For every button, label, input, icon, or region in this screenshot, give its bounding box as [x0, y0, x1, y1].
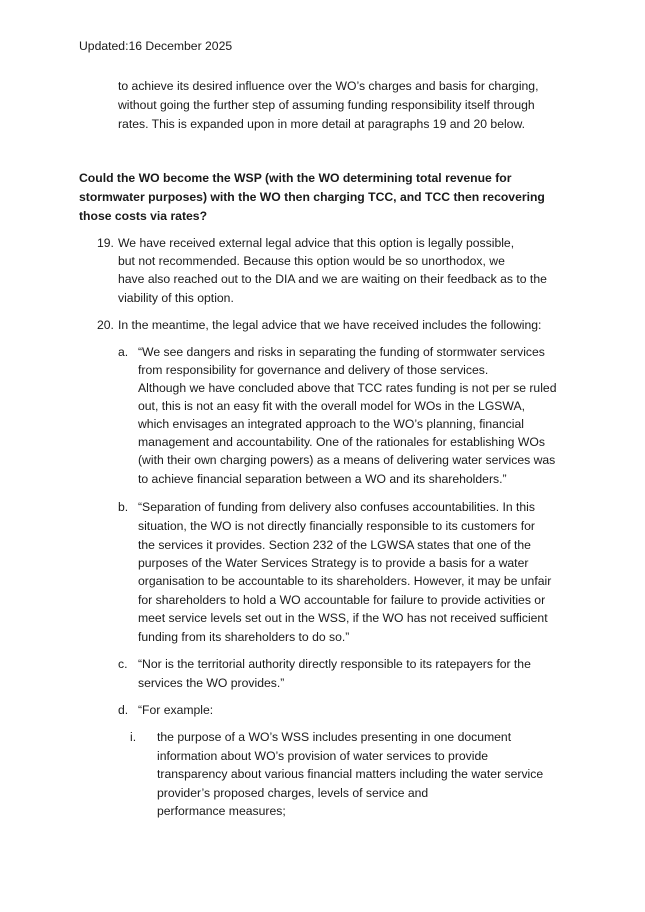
item-b-line: for shareholders to hold a WO accountable for failure to provide activities or: [138, 593, 546, 607]
intro-line: rates. This is expanded upon in more detail at paragraphs 19 and 20 below.: [118, 117, 525, 131]
item-d-line: “For example:: [138, 703, 214, 717]
list-label: c.: [118, 657, 128, 671]
paragraph-number: 19.: [97, 236, 114, 250]
item-b-line: purposes of the Water Services Strategy is to provide a basis for a water: [138, 556, 529, 570]
item-a-line: to achieve financial separation between a WO and its shareholders.”: [138, 472, 507, 486]
item-di-line: transparency about various financial matters including the water service: [157, 767, 544, 781]
paragraph-19-line: viability of this option.: [118, 291, 234, 305]
item-b-line: meet service levels set out in the WSS, if the WO has not received sufficient: [138, 611, 548, 625]
item-b-line: the services it provides. Section 232 of the LGWSA states that one of the: [138, 538, 531, 552]
paragraph-19-line: We have received external legal advice that this option is legally possible,: [118, 236, 515, 250]
item-b-line: funding from its shareholders to do so.”: [138, 630, 350, 644]
section-heading: Could the WO become the WSP (with the WO determining total revenue for: [79, 171, 512, 185]
item-a-line: Although we have concluded above that TCC rates funding is not per se ruled: [138, 381, 557, 395]
intro-line: without going the further step of assuming funding responsibility itself through: [118, 98, 535, 112]
intro-line: to achieve its desired influence over the WO’s charges and basis for charging,: [118, 79, 539, 93]
item-di-line: performance measures;: [157, 804, 286, 818]
item-di-line: provider’s proposed charges, levels of service and: [157, 786, 429, 800]
item-a-line: from responsibility for governance and delivery of those services.: [138, 363, 489, 377]
item-c-line: services the WO provides.”: [138, 676, 285, 690]
updated-date: Updated:16 December 2025: [79, 39, 233, 53]
item-c-line: “Nor is the territorial authority directly responsible to its ratepayers for the: [138, 657, 531, 671]
item-a-line: out, this is not an easy fit with the overall model for WOs in the LGSWA,: [138, 399, 526, 413]
paragraph-19-line: have also reached out to the DIA and we are waiting on their feedback as to the: [118, 272, 547, 286]
item-a-line: which envisages an integrated approach to the WO’s planning, financial: [138, 417, 524, 431]
section-heading: stormwater purposes) with the WO then charging TCC, and TCC then recovering: [79, 190, 545, 204]
item-di-line: the purpose of a WO’s WSS includes presenting in one document: [157, 730, 512, 744]
paragraph-19-line: but not recommended. Because this option would be so unorthodox, we: [118, 254, 505, 268]
paragraph-number: 20.: [97, 318, 114, 332]
list-label: b.: [118, 500, 129, 514]
item-a-line: “We see dangers and risks in separating the funding of stormwater services: [138, 345, 545, 359]
item-b-line: “Separation of funding from delivery also confuses accountabilities. In this: [138, 500, 535, 514]
list-label: a.: [118, 345, 129, 359]
item-b-line: situation, the WO is not directly financially responsible to its customers for: [138, 519, 535, 533]
list-label: d.: [118, 703, 129, 717]
section-heading: those costs via rates?: [79, 209, 208, 223]
item-a-line: management and accountability. One of the rationales for establishing WOs: [138, 435, 545, 449]
paragraph-20-line: In the meantime, the legal advice that we have received includes the following:: [118, 318, 542, 332]
list-label: i.: [130, 730, 137, 744]
item-a-line: (with their own charging powers) as a means of delivering water services was: [138, 453, 556, 467]
item-di-line: information about WO’s provision of water services to provide: [157, 749, 489, 763]
item-b-line: organisation to be accountable to its shareholders. However, it may be unfair: [138, 574, 552, 588]
